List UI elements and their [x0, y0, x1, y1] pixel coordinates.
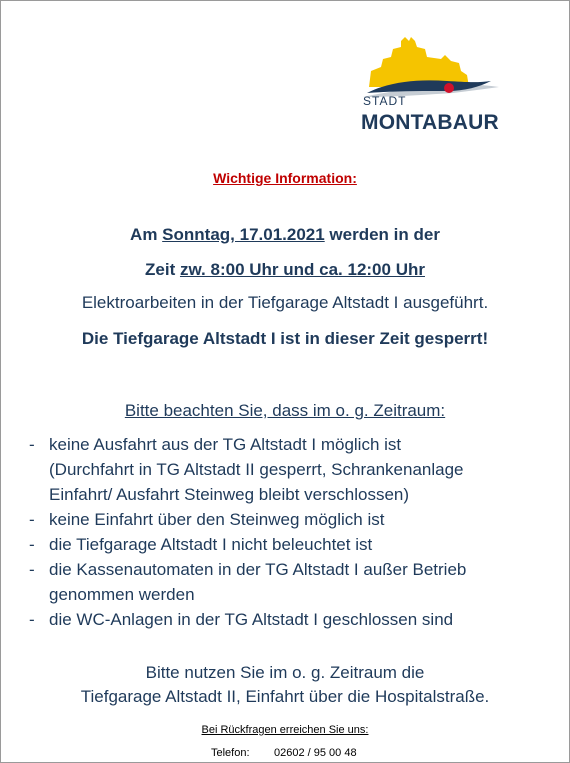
line1-date: Sonntag, 17.01.2021	[162, 225, 325, 244]
list-item	[29, 557, 559, 607]
list-item-line: die Tiefgarage Altstadt I nicht beleuchtet ist	[49, 535, 373, 554]
list-item	[29, 432, 559, 507]
logo-city-name: MONTABAUR	[361, 111, 499, 134]
list-item-line: keine Ausfahrt aus der TG Altstadt I möglich ist	[49, 435, 402, 454]
list-dash: -	[29, 435, 35, 454]
line2-time: zw. 8:00 Uhr und ca. 12:00 Uhr	[179, 260, 425, 279]
line1-pre: Am	[130, 225, 163, 244]
list-dash: -	[29, 610, 35, 629]
logo-stadt-text: STADT	[363, 94, 407, 108]
city-logo	[361, 31, 511, 141]
line1-post: werden in der	[324, 225, 440, 244]
notes-header: Bitte beachten Sie, dass im o. g. Zeitraum:	[124, 401, 446, 420]
important-heading: Wichtige Information:	[213, 170, 357, 186]
list-item-line: (Durchfahrt in TG Altstadt II gesperrt, Schrankenanlage	[49, 460, 464, 479]
list-item-line: Einfahrt/ Ausfahrt Steinweg bleibt verschlossen)	[49, 485, 410, 504]
phone-label: Telefon:	[211, 747, 250, 759]
list-item	[29, 532, 559, 557]
castle-logo-icon	[361, 31, 511, 101]
announcement-line-1	[1, 225, 569, 245]
list-item-line: genommen werden	[49, 585, 195, 604]
announcement-line-3: Elektroarbeiten in der Tiefgarage Altstadt I ausgeführt.	[81, 293, 489, 312]
list-dash: -	[29, 510, 35, 529]
contact-header: Bei Rückfragen erreichen Sie uns:	[201, 724, 369, 736]
phone-row	[211, 747, 357, 759]
list-item-line: die Kassenautomaten in der TG Altstadt I außer Betrieb	[49, 560, 467, 579]
closure-statement: Die Tiefgarage Altstadt I ist in dieser Zeit gesperrt!	[81, 329, 489, 348]
list-dash: -	[29, 560, 35, 579]
closing-line-2: Tiefgarage Altstadt II, Einfahrt über die Hospitalstraße.	[80, 687, 490, 706]
list-item-line: keine Einfahrt über den Steinweg möglich ist	[49, 510, 385, 529]
announcement-line-2	[1, 260, 569, 280]
list-item	[29, 507, 559, 532]
phone-number: 02602 / 95 00 48	[274, 747, 357, 759]
list-item-line: die WC-Anlagen in der TG Altstadt I geschlossen sind	[49, 610, 454, 629]
list-item	[29, 607, 559, 632]
line2-pre: Zeit	[145, 260, 180, 279]
closing-line-1: Bitte nutzen Sie im o. g. Zeitraum die	[145, 663, 425, 682]
notes-list	[29, 432, 559, 632]
list-dash: -	[29, 535, 35, 554]
